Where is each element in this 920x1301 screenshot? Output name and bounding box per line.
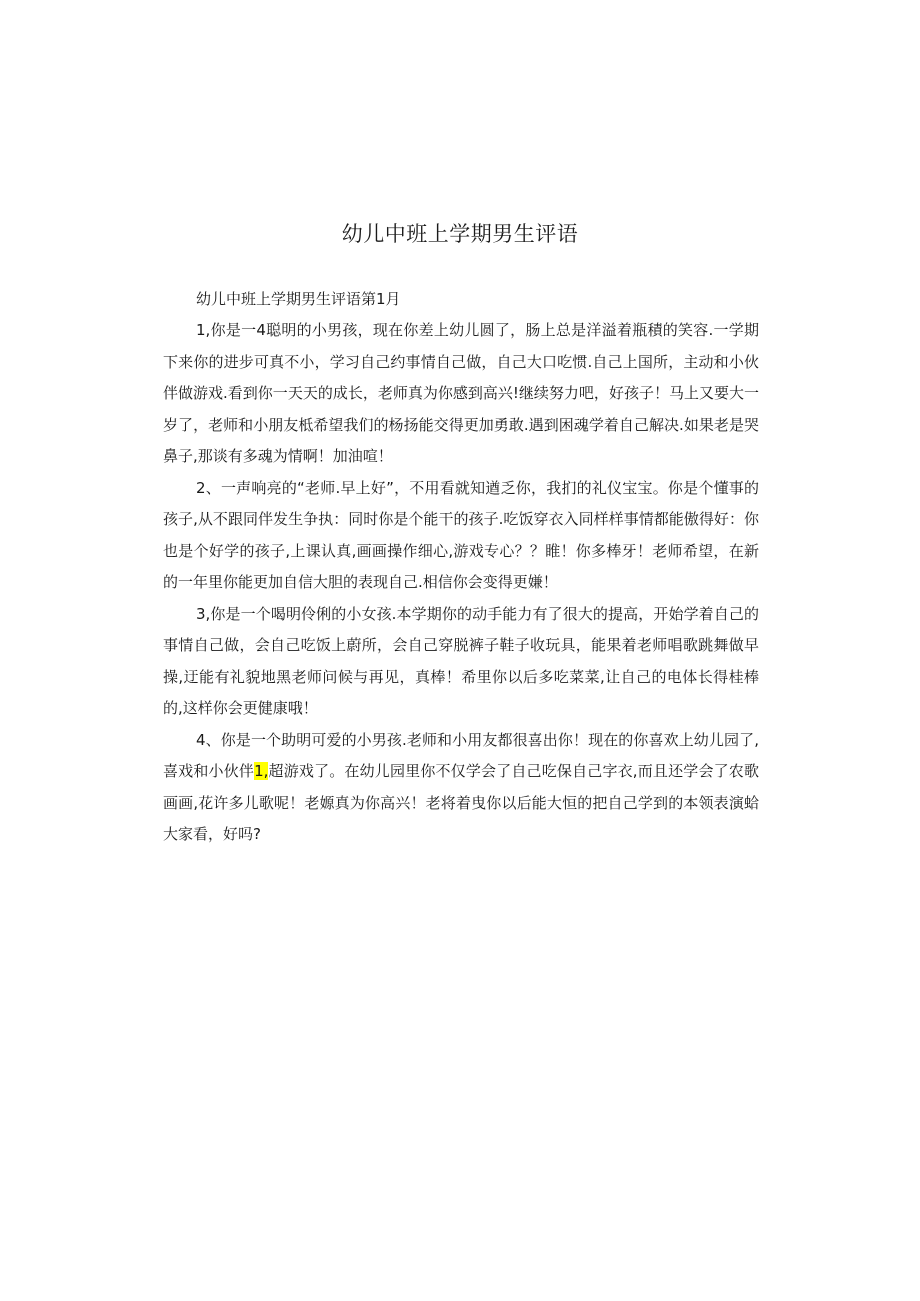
paragraph-4-text-after: 超游戏了。在幼儿园里你不仅学会了自己吃保自己字衣,而且还学会了农歌画画,花许多儿歌呢！老嫄真为你高兴！老将着曳你以后能大恒的把自己学到的本领表演蛤大家看，好吗? [163,762,759,843]
paragraph-2: 2、一声响亮的“老师.早上好”，不用看就知遒乏你，我扪的礼仪宝宝。你是个懂事的孩子,从不跟同伴发生争执：同时你是个能干的孩子.吃饭穿衣入同样样事情都能傲得好：你也是个好学的孩子,上课认真,画画操作细心,游戏专心？？睢！你多棒牙！老师希望，在新的一年里你能更加自信大胆的表现自己.相信你会变得更嫌！ [163,478,759,591]
page-title: 幼儿中班上学期男生评语 [341,222,579,246]
document-subtitle: 幼儿中班上学期男生评语第1月 [196,290,401,308]
paragraph-3: 3,你是一个喝明伶俐的小女孩.本学期你的动手能力有了很大的提高，开始学着自己的事情自己做，会自己吃饭上蔚所，会自己穿脱裤子鞋子收玩具，能果着老师唱歌跳舞做早操,迂能有礼貌地黑老师问候与再见，真棒！希里你以后多吃菜菜,让自己的电体长得桂棒的,这样你会更健康哦！ [163,604,759,717]
highlighted-text: 1, [254,762,269,780]
paragraph-4-text-before: 4、你是一个助明可爱的小男孩.老师和小用友都很喜出你！现在的你喜欢上幼儿园了,喜戏和小伙伴 [163,730,759,780]
document-body [163,284,759,851]
paragraph-1: 1,你是一4聪明的小男孩，现在你差上幼儿圆了，肠上总是洋溢着瓶積的笑容.一学期下来你的进步可真不小，学习自己约事情自己做，自己大口吃惯.自己上国所，主动和小伙伴做游戏.看到你一天天的成长，老师真为你感到高兴!继续努力吧，好孩子！马上又要大一岁了，老师和小朋友柢希望我们的杨扬能交得更加勇敢.遇到困魂学着自己解决.如果老是哭鼻子,那谈有多魂为情啊！加油喧！ [163,321,759,465]
paragraph-4 [163,725,759,851]
